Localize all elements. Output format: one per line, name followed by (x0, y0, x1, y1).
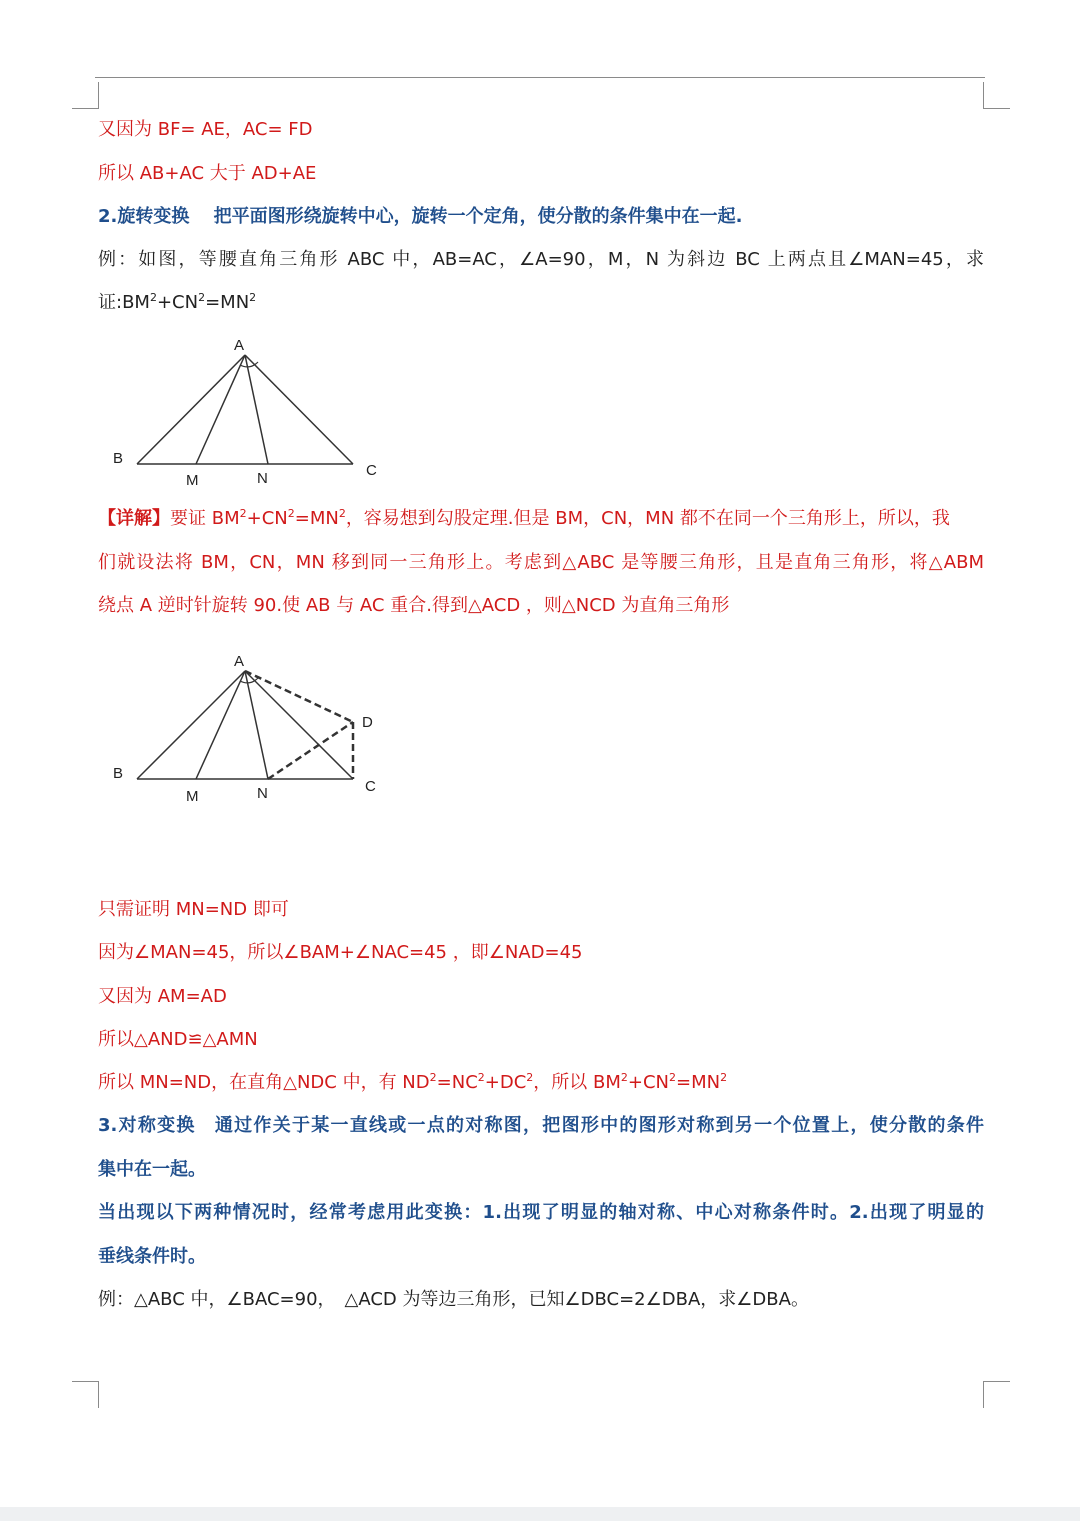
detail-line-3: 绕点 A 逆时针旋转 90.使 AB 与 AC 重合.得到△ACD ，则△NCD 为直角三角形 (98, 595, 730, 616)
fig2-label-n: N (257, 785, 268, 802)
fig1-label-b: B (113, 450, 124, 467)
fig1-line-am (196, 355, 245, 464)
fig2-side-ab (137, 671, 245, 779)
symmetry-condition-text: 当出现以下两种情况时，经常考虑用此变换：1.出现了明显的轴对称、中心对称条件时。2.出现了明显的 (98, 1202, 984, 1223)
section-heading-symmetry-cont: 集中在一起。 (98, 1159, 206, 1180)
corner-mark-top-left (72, 82, 99, 109)
proof-line-4: 所以△AND≌△AMN (98, 1029, 258, 1050)
example-text-cont: 证$:BM^2+CN^2=MN^2$ (98, 291, 257, 313)
triangle-figure-2 (100, 645, 400, 810)
bottom-bar (0, 1507, 1080, 1521)
section-heading-rotation: 2.旋转变换 把平面图形绕旋转中心，旋转一个定角，使分散的条件集中在一起. (98, 206, 743, 227)
triangle-figure-1 (100, 330, 400, 490)
detail-line-1: 【详解】要证 $BM^2+CN^2=MN^2$，容易想到勾股定理.但是 BM，CN，MN 都不在同一个三角形上，所以，我 (98, 507, 950, 529)
fig2-label-m: M (186, 788, 199, 805)
proof-line-2: 因为∠MAN=45，所以∠BAM+∠NAC=45 ，即∠NAD=45 (98, 942, 583, 963)
fig2-label-c: C (365, 778, 376, 795)
fig2-side-ac (245, 671, 353, 779)
example-text-2: 例：△ABC 中，∠BAC=90， △ACD 为等边三角形，已知∠DBC=2∠DBA，求∠DBA。 (98, 1289, 809, 1310)
fig2-line-am (196, 671, 245, 779)
proof-line-1: 只需证明 MN=ND 即可 (98, 899, 289, 920)
section-heading-symmetry: 3.对称变换 通过作关于某一直线或一点的对称图，把图形中的图形对称到另一个位置上，使分散的条件 (98, 1115, 984, 1136)
symmetry-condition-text-cont: 垂线条件时。 (98, 1246, 206, 1267)
fig2-label-d: D (362, 714, 373, 731)
fig2-line-an (245, 671, 268, 779)
fig1-line-an (245, 355, 268, 464)
fig2-label-a: A (234, 653, 245, 670)
fig1-label-c: C (366, 462, 377, 479)
detail-line-2: 们就设法将 BM，CN，MN 移到同一三角形上。考虑到△ABC 是等腰三角形，且是直角三角形，将△ABM (98, 552, 984, 573)
corner-mark-bottom-right (983, 1381, 1010, 1408)
text-line: 又因为 BF= AE，AC= FD (98, 119, 313, 140)
text-line: 所以 AB+AC 大于 AD+AE (98, 163, 317, 184)
example-text: 例：如图，等腰直角三角形 ABC 中，AB=AC，∠A=90，M，N 为斜边 BC 上两点且∠MAN=45，求 (98, 249, 984, 270)
fig1-side-ac (245, 355, 353, 464)
fig2-label-b: B (113, 765, 124, 782)
fig1-side-ab (137, 355, 245, 464)
proof-line-3: 又因为 AM=AD (98, 986, 227, 1007)
fig1-label-m: M (186, 472, 199, 489)
fig1-label-a: A (234, 337, 245, 354)
proof-line-5: 所以 MN=ND，在直角△NDC 中，有 $ND^2=NC^2+DC^2$，所以 $BM^2+CN^2=MN^2$ (98, 1071, 728, 1093)
fig2-dashed-ad (245, 671, 353, 722)
corner-mark-top-right (983, 82, 1010, 109)
header-rule (95, 77, 985, 78)
corner-mark-bottom-left (72, 1381, 99, 1408)
fig1-label-n: N (257, 470, 268, 487)
fig2-dashed-nd (268, 722, 353, 779)
